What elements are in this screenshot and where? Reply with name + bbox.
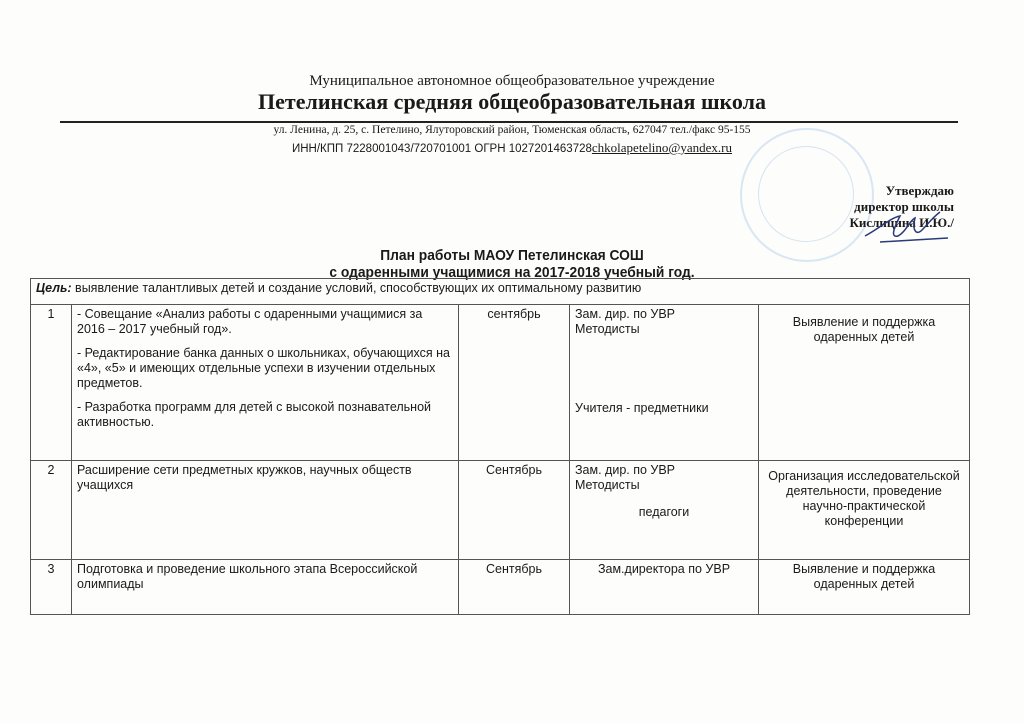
row-number: 3 bbox=[31, 560, 72, 615]
row-number: 2 bbox=[31, 461, 72, 560]
email-link[interactable]: chkolapetelino@yandex.ru bbox=[591, 140, 733, 155]
table-row bbox=[31, 461, 970, 560]
date: сентябрь bbox=[459, 305, 570, 461]
activity: Расширение сети предметных кружков, научных обществ учащихся bbox=[72, 461, 459, 560]
plan-title: План работы МАОУ Петелинская СОШ bbox=[380, 247, 644, 264]
org-type: Муниципальное автономное общеобразовательное учреждение bbox=[309, 73, 715, 89]
table-row bbox=[31, 560, 970, 615]
responsible: Зам. дир. по УВР bbox=[575, 307, 676, 321]
approval-line: Утверждаю bbox=[885, 183, 954, 198]
plan-subtitle: с одаренными учащимися на 2017-2018 учебный год. bbox=[329, 264, 695, 281]
plan-table bbox=[30, 278, 970, 615]
approval-line: директор школы bbox=[854, 199, 954, 214]
row-number: 1 bbox=[31, 305, 72, 461]
activity: Подготовка и проведение школьного этапа Всероссийской олимпиады bbox=[72, 560, 459, 615]
date: Сентябрь bbox=[459, 560, 570, 615]
activity: - Разработка программ для детей с высокой познавательной активностью. bbox=[77, 400, 431, 429]
inn: ИНН/КПП 7228001043/720701001 ОГРН 1027201463728 bbox=[291, 143, 592, 155]
goal-text: выявление талантливых детей и создание условий, способствующих их оптимальному развитию bbox=[71, 281, 642, 295]
goal-label: Цель: bbox=[36, 281, 72, 295]
activity: - Совещание «Анализ работы с одаренными учащимися за 2016 – 2017 учебный год». bbox=[77, 307, 423, 336]
responsible: Зам.директора по УВР bbox=[570, 560, 759, 615]
responsible: Методисты bbox=[575, 478, 640, 492]
signature bbox=[860, 208, 950, 248]
table-row bbox=[31, 305, 970, 461]
address: ул. Ленина, д. 25, с. Петелино, Ялуторовский район, Тюменская область, 627047 тел./факс 95-155 bbox=[273, 124, 751, 136]
result: Организация исследовательской деятельности, проведение научно-практической конференции bbox=[759, 461, 970, 560]
responsible: Методисты bbox=[575, 322, 640, 336]
activity: - Редактирование банка данных о школьниках, обучающихся на «4», «5» и имеющих отдельные успехи в изучении отдельных предметов. bbox=[77, 346, 450, 390]
requisites bbox=[200, 140, 824, 156]
school-name: Петелинская средняя общеобразовательная школа bbox=[258, 89, 766, 114]
goal-row bbox=[31, 279, 970, 305]
result: Выявление и поддержка одаренных детей bbox=[759, 560, 970, 615]
approval-line: Кислицина И.Ю./ bbox=[849, 215, 954, 230]
date: Сентябрь bbox=[459, 461, 570, 560]
header-divider bbox=[60, 121, 958, 123]
responsible: педагоги bbox=[638, 505, 690, 519]
responsible: Учителя - предметники bbox=[575, 401, 709, 415]
result: Выявление и поддержка одаренных детей bbox=[759, 305, 970, 461]
responsible: Зам. дир. по УВР bbox=[575, 463, 676, 477]
